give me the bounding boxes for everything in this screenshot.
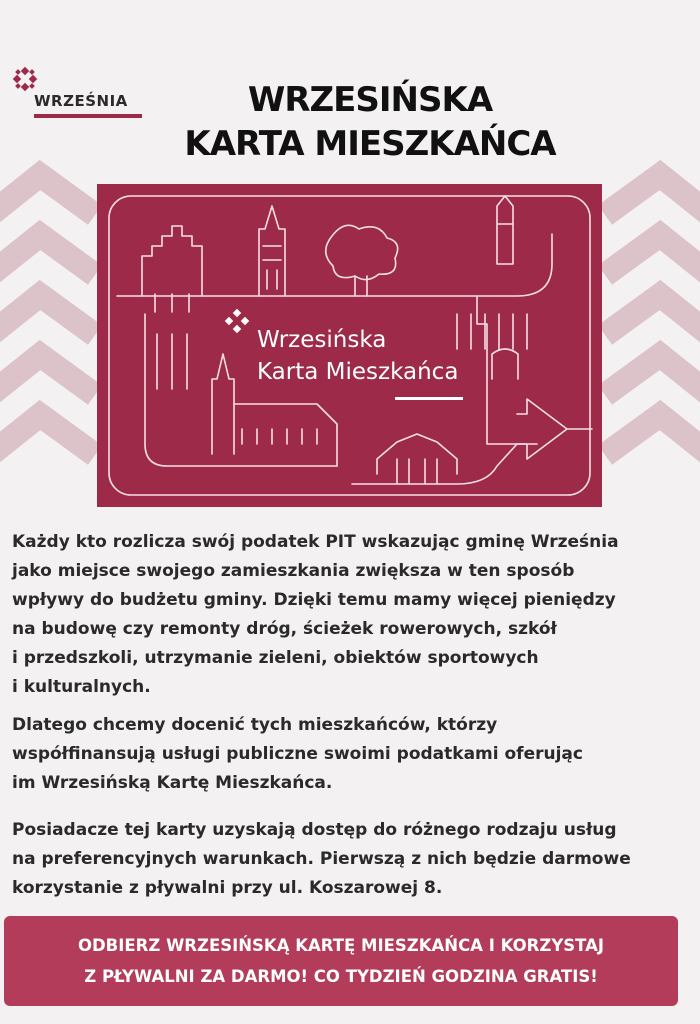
resident-card-image <box>97 184 602 507</box>
paragraph-pit-info: Każdy kto rozlicza swój podatek PIT wskazując gminę Września jako miejsce swojego zamieszkania zwiększa w ten sposób wpływy do budżetu gminy. Dzięki temu mamy więcej pieniędzy na budowę czy remonty dróg, ścieżek rowerowych, szkół i przedszkoli, utrzymanie zieleni, obiektów sportowych i kulturalnych. <box>12 532 619 697</box>
card-title-line-2: Karta Mieszkańca <box>257 359 459 385</box>
paragraph-card-benefits: Posiadacze tej karty uzyskają dostęp do różnego rodzaju usług na preferencyjnych warunkach. Pierwszą z nich będzie darmowe korzystanie z pływalni przy ul. Koszarowej 8. <box>12 820 631 898</box>
cta-banner <box>4 916 678 1006</box>
wrzesnia-logo <box>10 64 150 124</box>
title-line-1: WRZESIŃSKA <box>247 80 493 120</box>
logo-underline <box>34 114 142 118</box>
page-title <box>150 78 590 166</box>
paragraph-appreciation: Dlatego chcemy docenić tych mieszkańców, którzy współfinansują usługi publiczne swoimi podatkami oferując im Wrzesińską Kartę Mieszkańca. <box>12 715 583 793</box>
cta-text: ODBIERZ WRZESIŃSKĄ KARTĘ MIESZKAŃCA I KORZYSTAJ Z PŁYWALNI ZA DARMO! CO TYDZIEŃ GODZINA GRATIS! <box>77 936 605 986</box>
card-title <box>257 324 458 388</box>
card-title-line-1: Wrzesińska <box>257 327 387 353</box>
title-line-2: KARTA MIESZKAŃCA <box>184 124 556 164</box>
card-title-underline <box>395 397 463 400</box>
logo-text: WRZEŚNIA <box>34 92 128 110</box>
